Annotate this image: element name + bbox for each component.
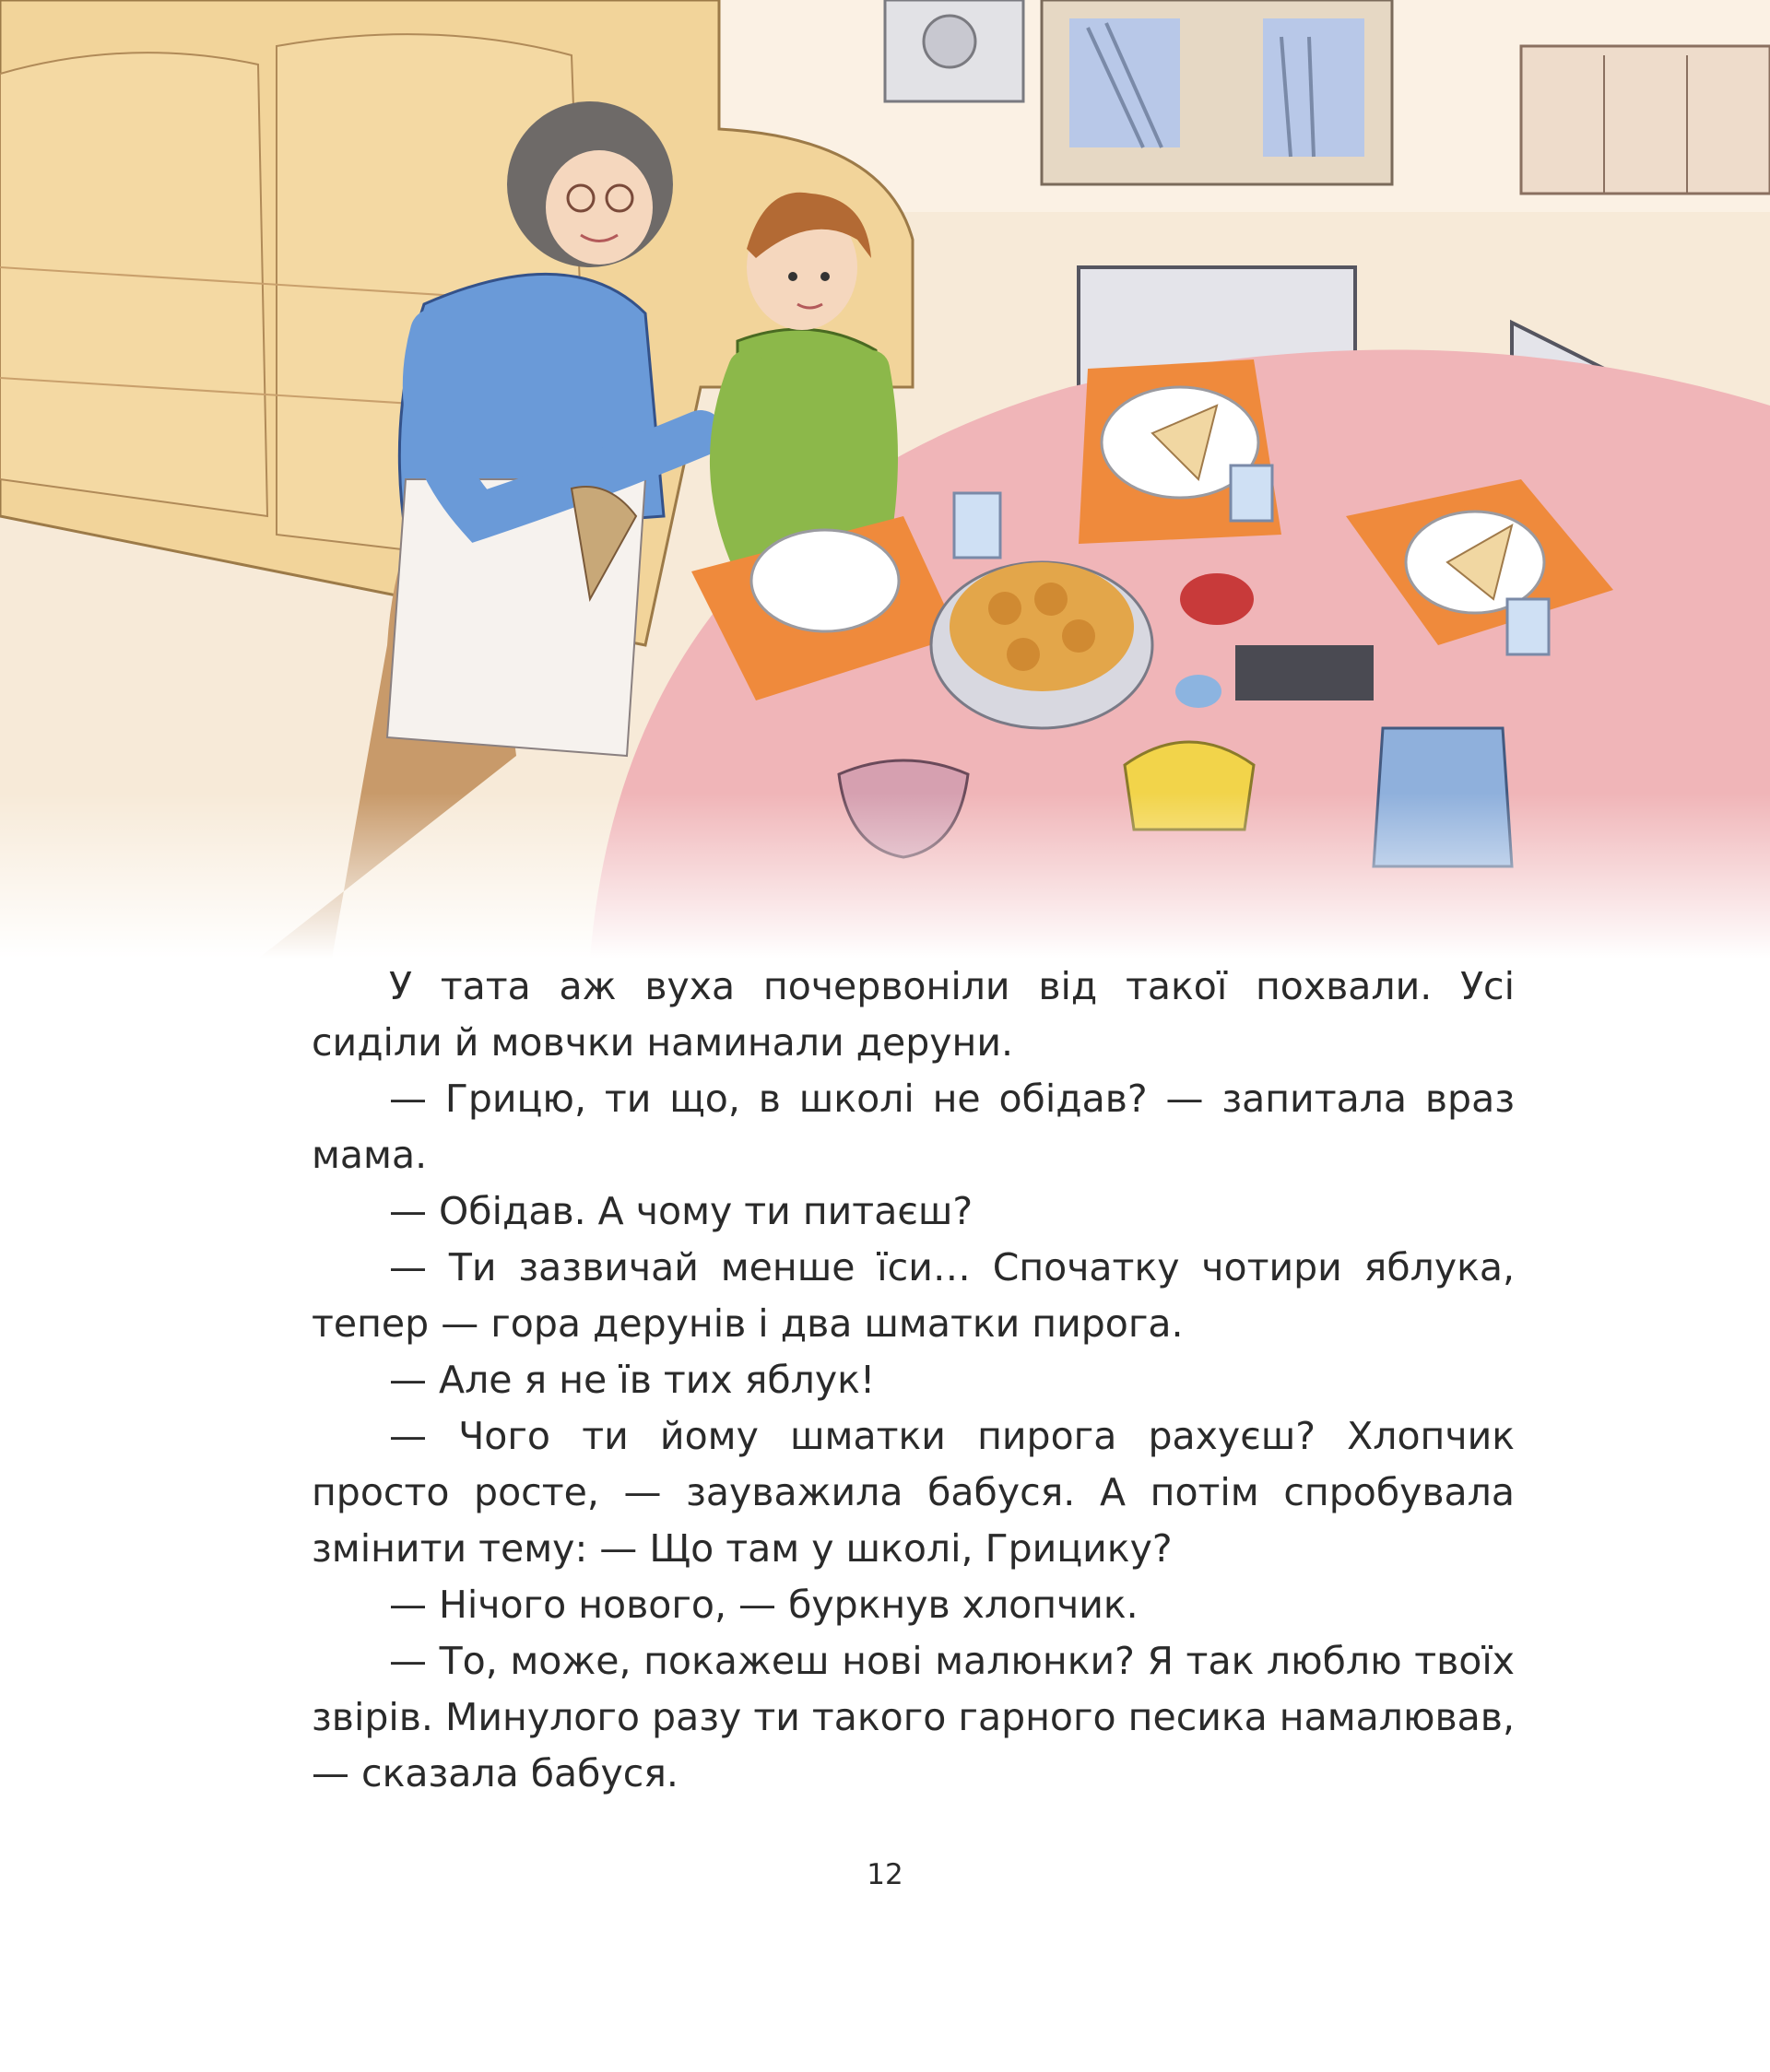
- story-paragraph: — Чого ти йому шматки пирога рахуєш? Хлопчик просто росте, — зауважила бабуся. А потім спробувала змінити тему: — Що там у школі, Грицику?: [312, 1414, 1515, 1571]
- pancakes-bowl: [931, 562, 1152, 728]
- illustration-fade: [0, 793, 1770, 959]
- story-text: [312, 959, 1515, 1802]
- water-glass: [954, 493, 1000, 558]
- page-number: 12: [867, 1858, 903, 1891]
- boy: [728, 193, 894, 581]
- water-glass: [1507, 599, 1549, 654]
- story-paragraph: — Грицю, ти що, в школі не обідав? — запитала враз мама.: [312, 1077, 1515, 1177]
- water-glass: [1231, 465, 1272, 521]
- story-paragraph: — Ти зазвичай менше їси… Спочатку чотири яблука, тепер — гора дерунів і два шматки пирога.: [312, 1245, 1515, 1346]
- dinner-illustration: [0, 0, 1770, 959]
- cabinet: [1521, 46, 1770, 194]
- speaker: [885, 0, 1023, 101]
- bookshelf: [1042, 0, 1392, 184]
- story-paragraph: — Але я не їв тих яблук!: [389, 1358, 876, 1402]
- cookie-tray: [1235, 645, 1374, 700]
- sauce-bowl: [1175, 675, 1221, 708]
- story-paragraph: — Нічого нового, — буркнув хлопчик.: [389, 1583, 1139, 1627]
- beet-bowl: [1180, 573, 1254, 625]
- illustration-canvas: [0, 0, 1770, 959]
- story-paragraph: У тата аж вуха почервоніли від такої похвали. Усі сиділи й мовчки наминали деруни.: [312, 964, 1515, 1065]
- story-paragraph: — Обідав. А чому ти питаєш?: [389, 1189, 974, 1233]
- story-paragraph: — То, може, покажеш нові малюнки? Я так люблю твоїх звірів. Минулого разу ти такого гарного песика намалював, — сказала бабуся.: [312, 1639, 1515, 1795]
